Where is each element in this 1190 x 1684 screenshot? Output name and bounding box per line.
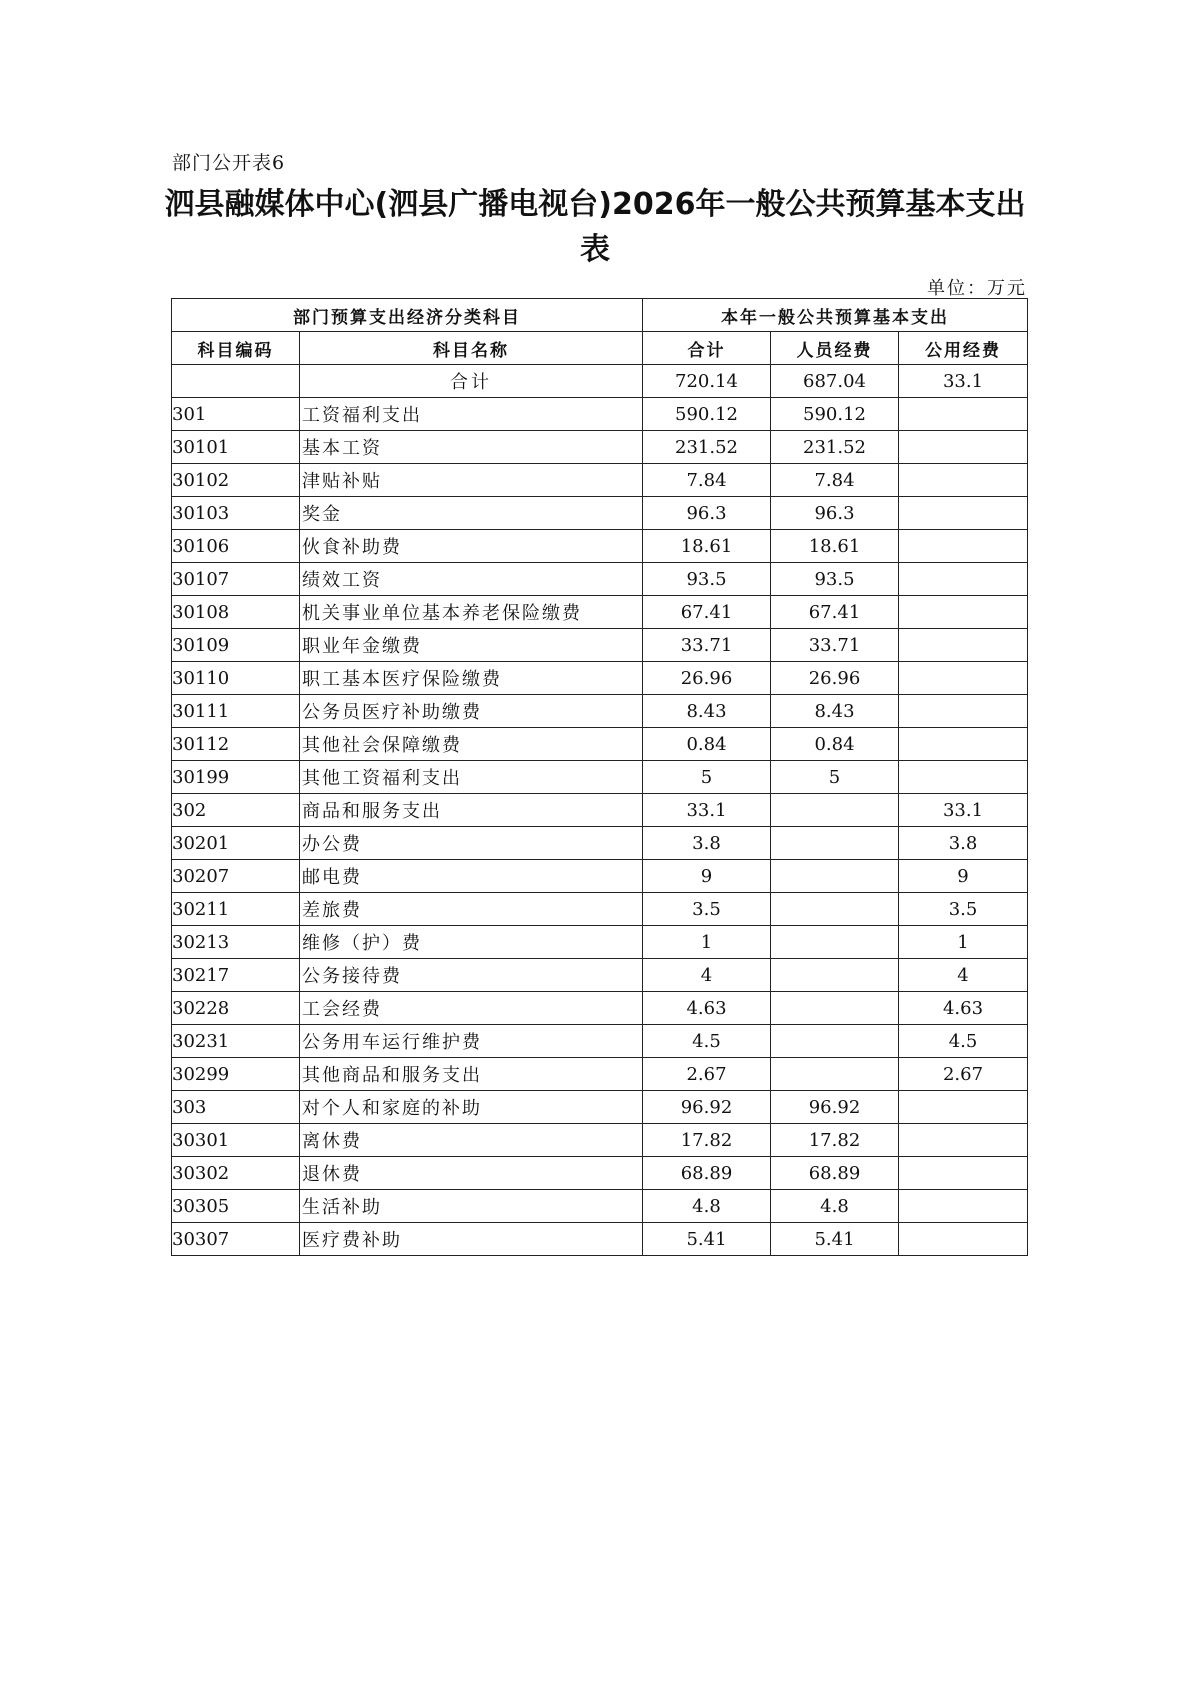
cell-code: 303: [172, 1091, 300, 1124]
cell-personnel: [771, 959, 899, 992]
cell-code: 30213: [172, 926, 300, 959]
cell-total: 4.5: [643, 1025, 771, 1058]
cell-name: 其他社会保障缴费: [300, 728, 643, 761]
cell-public: 4: [899, 959, 1028, 992]
cell-code: 30231: [172, 1025, 300, 1058]
cell-personnel: 18.61: [771, 530, 899, 563]
cell-public: [899, 596, 1028, 629]
cell-name: 商品和服务支出: [300, 794, 643, 827]
cell-code: 30201: [172, 827, 300, 860]
cell-code: 30103: [172, 497, 300, 530]
page-title: 泗县融媒体中心(泗县广播电视台)2026年一般公共预算基本支出表: [164, 187, 1026, 267]
group-header-classification: 部门预算支出经济分类科目: [172, 299, 643, 332]
cell-total: 3.8: [643, 827, 771, 860]
cell-code: 30211: [172, 893, 300, 926]
cell-name: 伙食补助费: [300, 530, 643, 563]
table-row: [172, 761, 1028, 794]
cell-public: [899, 695, 1028, 728]
column-header-public: 公用经费: [899, 332, 1028, 365]
cell-public: [899, 530, 1028, 563]
cell-name: 差旅费: [300, 893, 643, 926]
cell-name: 离休费: [300, 1124, 643, 1157]
table-row: [172, 1157, 1028, 1190]
cell-total: 7.84: [643, 464, 771, 497]
table-row: [172, 1091, 1028, 1124]
cell-total: 68.89: [643, 1157, 771, 1190]
table-row: [172, 794, 1028, 827]
column-header-personnel: 人员经费: [771, 332, 899, 365]
total-code: [172, 365, 300, 398]
cell-public: 4.63: [899, 992, 1028, 1025]
table-row: [172, 629, 1028, 662]
cell-code: 30107: [172, 563, 300, 596]
cell-code: 30307: [172, 1223, 300, 1256]
table-row: [172, 563, 1028, 596]
table-row: [172, 827, 1028, 860]
cell-total: 9: [643, 860, 771, 893]
cell-personnel: 67.41: [771, 596, 899, 629]
column-header-code: 科目编码: [172, 332, 300, 365]
table-row: [172, 992, 1028, 1025]
cell-code: 30112: [172, 728, 300, 761]
cell-name: 公务员医疗补助缴费: [300, 695, 643, 728]
cell-code: 30302: [172, 1157, 300, 1190]
cell-code: 30228: [172, 992, 300, 1025]
cell-code: 30299: [172, 1058, 300, 1091]
group-header-row: [172, 299, 1028, 332]
table-row: [172, 530, 1028, 563]
column-header-row: [172, 332, 1028, 365]
cell-name: 职工基本医疗保险缴费: [300, 662, 643, 695]
cell-name: 对个人和家庭的补助: [300, 1091, 643, 1124]
cell-total: 1: [643, 926, 771, 959]
cell-total: 33.1: [643, 794, 771, 827]
cell-name: 基本工资: [300, 431, 643, 464]
cell-code: 30199: [172, 761, 300, 794]
table-row: [172, 926, 1028, 959]
cell-public: [899, 761, 1028, 794]
cell-total: 93.5: [643, 563, 771, 596]
cell-name: 津贴补贴: [300, 464, 643, 497]
cell-personnel: 68.89: [771, 1157, 899, 1190]
total-public: 33.1: [899, 365, 1028, 398]
cell-personnel: 0.84: [771, 728, 899, 761]
cell-total: 17.82: [643, 1124, 771, 1157]
cell-code: 30305: [172, 1190, 300, 1223]
cell-name: 办公费: [300, 827, 643, 860]
cell-code: 301: [172, 398, 300, 431]
cell-total: 231.52: [643, 431, 771, 464]
cell-name: 工会经费: [300, 992, 643, 1025]
cell-code: 30207: [172, 860, 300, 893]
cell-total: 5.41: [643, 1223, 771, 1256]
table-row: [172, 431, 1028, 464]
cell-personnel: 5: [771, 761, 899, 794]
cell-personnel: 96.92: [771, 1091, 899, 1124]
total-personnel: 687.04: [771, 365, 899, 398]
cell-name: 绩效工资: [300, 563, 643, 596]
cell-code: 30108: [172, 596, 300, 629]
table-row: [172, 695, 1028, 728]
column-header-total: 合计: [643, 332, 771, 365]
cell-total: 33.71: [643, 629, 771, 662]
cell-personnel: [771, 860, 899, 893]
cell-personnel: 5.41: [771, 1223, 899, 1256]
cell-name: 公务接待费: [300, 959, 643, 992]
cell-public: 4.5: [899, 1025, 1028, 1058]
cell-total: 4: [643, 959, 771, 992]
cell-code: 30110: [172, 662, 300, 695]
cell-personnel: 8.43: [771, 695, 899, 728]
total-sum: 720.14: [643, 365, 771, 398]
cell-code: 30106: [172, 530, 300, 563]
cell-public: 9: [899, 860, 1028, 893]
table-row: [172, 893, 1028, 926]
table-row: [172, 1223, 1028, 1256]
cell-personnel: 96.3: [771, 497, 899, 530]
cell-name: 医疗费补助: [300, 1223, 643, 1256]
form-number: 部门公开表6: [172, 152, 286, 174]
table-row: [172, 959, 1028, 992]
cell-code: 302: [172, 794, 300, 827]
cell-public: 3.8: [899, 827, 1028, 860]
cell-code: 30111: [172, 695, 300, 728]
table-row: [172, 728, 1028, 761]
cell-public: [899, 1091, 1028, 1124]
cell-total: 5: [643, 761, 771, 794]
cell-name: 退休费: [300, 1157, 643, 1190]
cell-code: 30217: [172, 959, 300, 992]
cell-personnel: [771, 992, 899, 1025]
cell-code: 30301: [172, 1124, 300, 1157]
cell-name: 其他商品和服务支出: [300, 1058, 643, 1091]
cell-personnel: [771, 794, 899, 827]
total-row: [172, 365, 1028, 398]
cell-personnel: 93.5: [771, 563, 899, 596]
cell-total: 0.84: [643, 728, 771, 761]
cell-total: 18.61: [643, 530, 771, 563]
cell-public: [899, 629, 1028, 662]
cell-personnel: 231.52: [771, 431, 899, 464]
cell-total: 26.96: [643, 662, 771, 695]
unit-label: 单位：万元: [927, 278, 1027, 299]
column-header-name: 科目名称: [300, 332, 643, 365]
cell-name: 维修（护）费: [300, 926, 643, 959]
cell-name: 生活补助: [300, 1190, 643, 1223]
cell-total: 96.3: [643, 497, 771, 530]
cell-personnel: 590.12: [771, 398, 899, 431]
cell-public: [899, 1223, 1028, 1256]
cell-total: 96.92: [643, 1091, 771, 1124]
cell-public: [899, 1124, 1028, 1157]
cell-name: 邮电费: [300, 860, 643, 893]
table-row: [172, 860, 1028, 893]
cell-public: [899, 563, 1028, 596]
cell-total: 4.8: [643, 1190, 771, 1223]
cell-public: [899, 1190, 1028, 1223]
cell-name: 公务用车运行维护费: [300, 1025, 643, 1058]
cell-total: 67.41: [643, 596, 771, 629]
cell-public: [899, 398, 1028, 431]
cell-public: [899, 662, 1028, 695]
table-row: [172, 497, 1028, 530]
cell-name: 其他工资福利支出: [300, 761, 643, 794]
cell-public: 1: [899, 926, 1028, 959]
table-row: [172, 1025, 1028, 1058]
table-row: [172, 662, 1028, 695]
table-row: [172, 1190, 1028, 1223]
budget-table: [171, 298, 1028, 1256]
table-row: [172, 398, 1028, 431]
cell-public: [899, 728, 1028, 761]
cell-personnel: 33.71: [771, 629, 899, 662]
cell-code: 30102: [172, 464, 300, 497]
cell-personnel: 17.82: [771, 1124, 899, 1157]
cell-total: 8.43: [643, 695, 771, 728]
cell-public: 33.1: [899, 794, 1028, 827]
cell-personnel: 4.8: [771, 1190, 899, 1223]
cell-code: 30101: [172, 431, 300, 464]
cell-total: 3.5: [643, 893, 771, 926]
cell-personnel: [771, 1025, 899, 1058]
total-label: 合计: [300, 365, 643, 398]
cell-personnel: [771, 827, 899, 860]
cell-name: 奖金: [300, 497, 643, 530]
group-header-expenditure: 本年一般公共预算基本支出: [643, 299, 1028, 332]
cell-name: 职业年金缴费: [300, 629, 643, 662]
cell-total: 590.12: [643, 398, 771, 431]
cell-public: [899, 497, 1028, 530]
table-row: [172, 464, 1028, 497]
table-row: [172, 596, 1028, 629]
cell-public: [899, 1157, 1028, 1190]
cell-personnel: [771, 1058, 899, 1091]
cell-name: 机关事业单位基本养老保险缴费: [300, 596, 643, 629]
cell-public: 2.67: [899, 1058, 1028, 1091]
cell-code: 30109: [172, 629, 300, 662]
cell-personnel: 26.96: [771, 662, 899, 695]
table-row: [172, 1124, 1028, 1157]
cell-personnel: [771, 926, 899, 959]
cell-public: 3.5: [899, 893, 1028, 926]
cell-personnel: 7.84: [771, 464, 899, 497]
cell-total: 2.67: [643, 1058, 771, 1091]
cell-public: [899, 431, 1028, 464]
cell-total: 4.63: [643, 992, 771, 1025]
cell-name: 工资福利支出: [300, 398, 643, 431]
table-row: [172, 1058, 1028, 1091]
cell-personnel: [771, 893, 899, 926]
cell-public: [899, 464, 1028, 497]
